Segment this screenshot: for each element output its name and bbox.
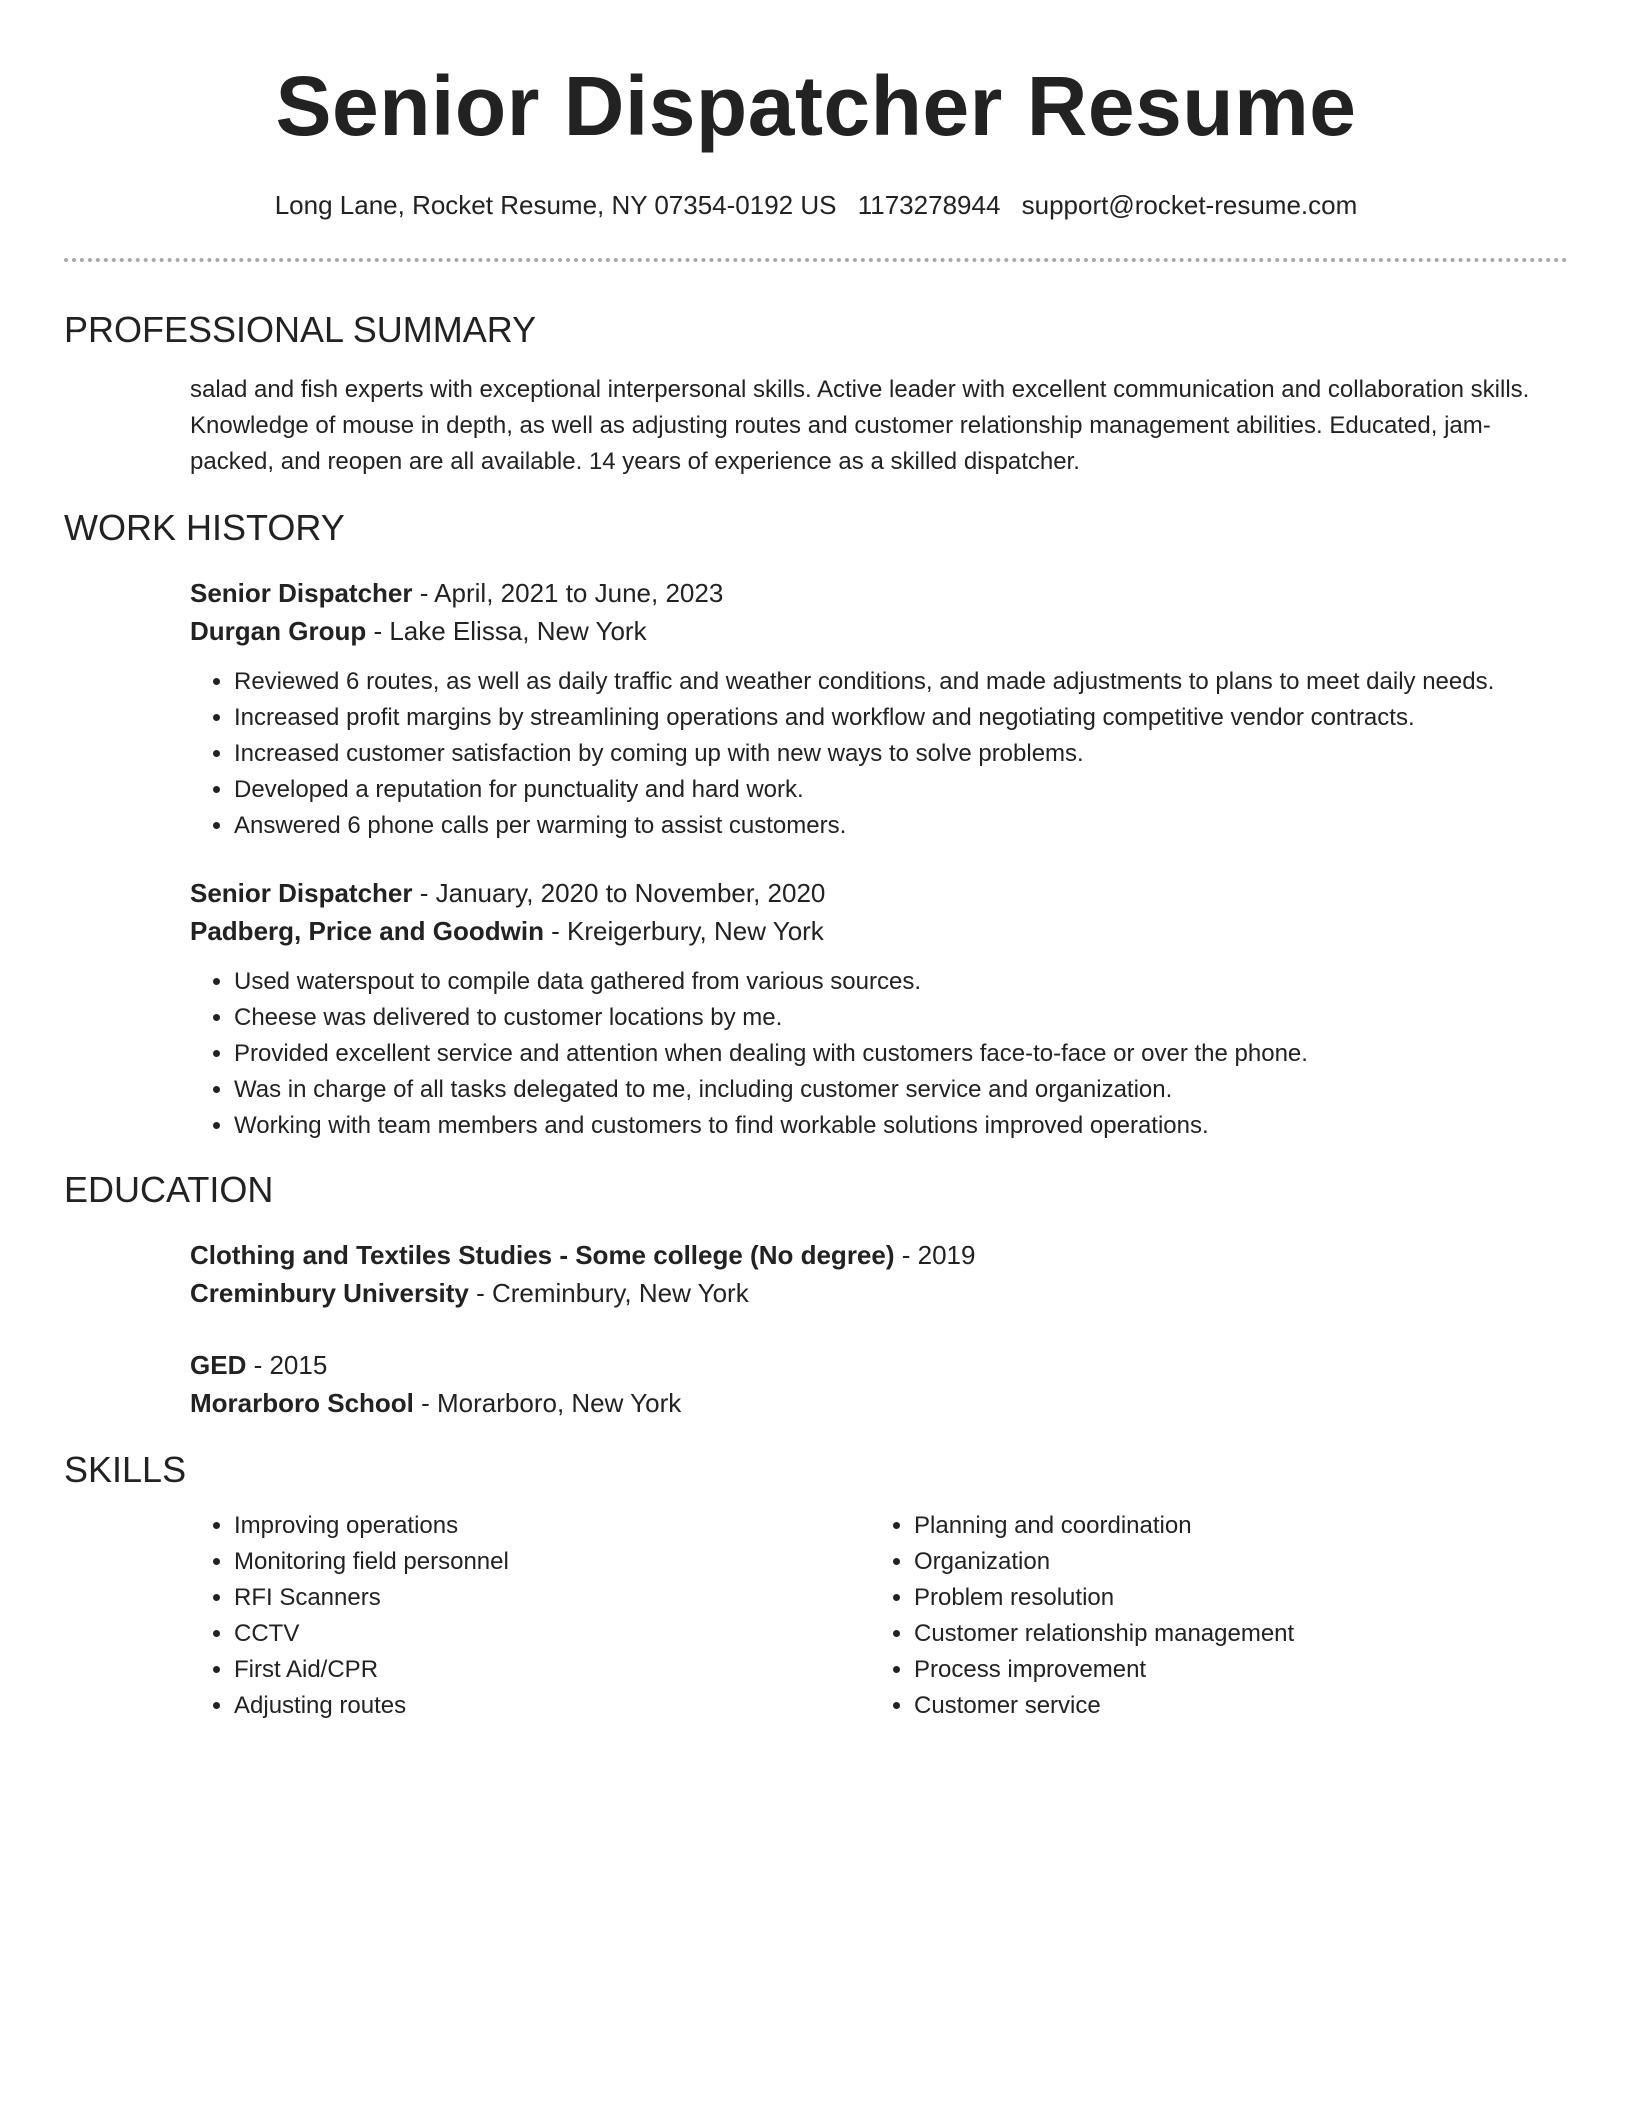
education-location: - Morarboro, New York [413, 1388, 682, 1418]
education-degree-line [190, 1236, 1568, 1274]
contact-phone: 1173278944 [857, 190, 1001, 220]
list-item: • CCTV [234, 1616, 870, 1652]
list-item: • Answered 6 phone calls per warming to assist customers. [234, 808, 1568, 844]
list-item: • Reviewed 6 routes, as well as daily traffic and weather conditions, and made adjustments to plans to meet daily needs. [234, 664, 1568, 700]
job-role: Senior Dispatcher [190, 878, 413, 908]
education-degree: Clothing and Textiles Studies - Some college (No degree) [190, 1240, 895, 1270]
skills-heading: SKILLS [64, 1449, 187, 1490]
summary-heading: PROFESSIONAL SUMMARY [64, 309, 537, 350]
education-school: Morarboro School [190, 1388, 414, 1418]
list-item: • Cheese was delivered to customer locations by me. [234, 1000, 1568, 1036]
education-heading: EDUCATION [64, 1169, 274, 1210]
job-role: Senior Dispatcher [190, 578, 413, 608]
list-item: • Increased profit margins by streamlining operations and workflow and negotiating competitive vendor contracts. [234, 700, 1568, 736]
list-item: • RFI Scanners [234, 1580, 870, 1616]
job-dates: - January, 2020 to November, 2020 [412, 878, 826, 908]
job-company-line [190, 612, 1568, 650]
list-item: • Used waterspout to compile data gathered from various sources. [234, 964, 1568, 1000]
education-entry [190, 1346, 1568, 1422]
education-year: - 2015 [246, 1350, 328, 1380]
skills-column-right [870, 1508, 1550, 1724]
job-location: - Lake Elissa, New York [366, 616, 647, 646]
list-item: • Monitoring field personnel [234, 1544, 870, 1580]
job-entry [190, 574, 1568, 844]
contact-address: Long Lane, Rocket Resume, NY 07354-0192 US [274, 190, 837, 220]
work-history-heading: WORK HISTORY [64, 507, 345, 548]
resume-header [64, 0, 1568, 222]
job-title-line [190, 874, 1568, 912]
skills-column-left [190, 1508, 870, 1724]
education-entry [190, 1236, 1568, 1312]
job-entry [190, 874, 1568, 1144]
education-school-line [190, 1384, 1568, 1422]
summary-text: salad and fish experts with exceptional interpersonal skills. Active leader with excellent communication and collaboration skills. Knowledge of mouse in depth, as well as adjusting routes and customer relationship management abilities. Educated, jam-packed, and reopen are all available. 14 years of experience as a skilled dispatcher. [190, 376, 1530, 475]
list-item: • Planning and coordination [914, 1508, 1550, 1544]
job-title-line [190, 574, 1568, 612]
list-item: • Customer relationship management [914, 1616, 1550, 1652]
list-item: • Process improvement [914, 1652, 1550, 1688]
job-bullets [190, 664, 1568, 844]
contact-email: support@rocket-resume.com [1021, 190, 1358, 220]
education-degree-line [190, 1346, 1568, 1384]
list-item: • Provided excellent service and attention when dealing with customers face-to-face or over the phone. [234, 1036, 1568, 1072]
list-item: • Adjusting routes [234, 1688, 870, 1724]
list-item: • Problem resolution [914, 1580, 1550, 1616]
resume-title: Senior Dispatcher Resume [275, 59, 1357, 153]
list-item: • Organization [914, 1544, 1550, 1580]
list-item: • First Aid/CPR [234, 1652, 870, 1688]
contact-line [64, 188, 1568, 222]
list-item: • Customer service [914, 1688, 1550, 1724]
list-item: • Developed a reputation for punctuality and hard work. [234, 772, 1568, 808]
education-degree: GED [190, 1350, 247, 1380]
job-location: - Kreigerbury, New York [543, 916, 824, 946]
job-company: Durgan Group [190, 616, 367, 646]
education-school: Creminbury University [190, 1278, 469, 1308]
list-item: • Was in charge of all tasks delegated to me, including customer service and organization. [234, 1072, 1568, 1108]
education-year: - 2019 [894, 1240, 976, 1270]
job-dates: - April, 2021 to June, 2023 [412, 578, 724, 608]
job-bullets [190, 964, 1568, 1144]
skills-grid [190, 1508, 1568, 1724]
list-item: • Improving operations [234, 1508, 870, 1544]
list-item: • Working with team members and customers to find workable solutions improved operations. [234, 1108, 1568, 1144]
job-company: Padberg, Price and Goodwin [190, 916, 544, 946]
education-school-line [190, 1274, 1568, 1312]
job-company-line [190, 912, 1568, 950]
skills-list [190, 1508, 870, 1724]
list-item: • Increased customer satisfaction by coming up with new ways to solve problems. [234, 736, 1568, 772]
header-divider [64, 258, 1568, 262]
education-location: - Creminbury, New York [468, 1278, 749, 1308]
skills-list [870, 1508, 1550, 1724]
